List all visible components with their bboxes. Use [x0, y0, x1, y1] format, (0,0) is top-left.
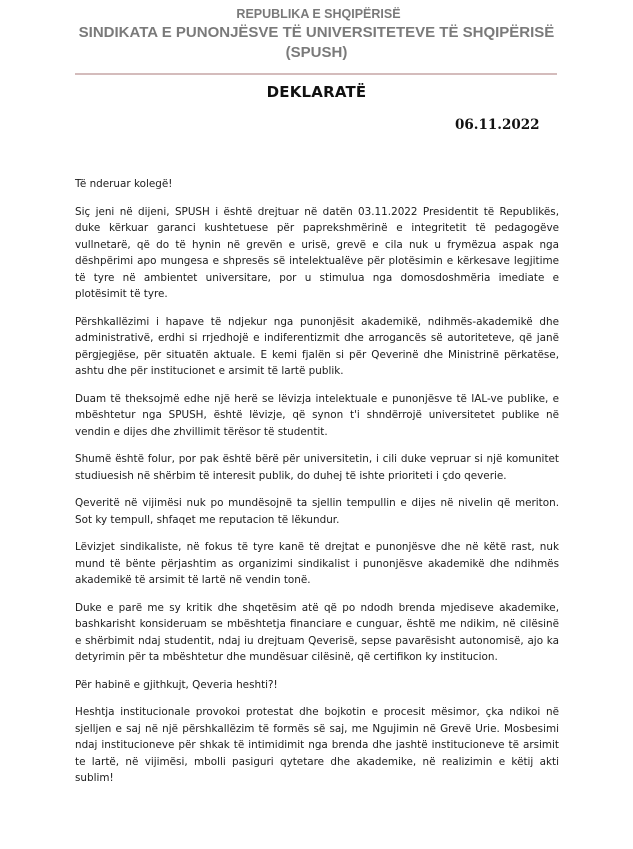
document-body: [75, 176, 559, 798]
paragraph: Heshtja institucionale provokoi protestat dhe bojkotin e procesit mësimor, çka ndikoi në sjelljen e saj në një përshkallëzim të formës së saj, me Ngujimin në Grevë Urie. Mosbesimi ndaj institucioneve për shkak të intimidimit nga brenda dhe jashtë institucioneve të arsimit te lartë, në vijimësi, mbolli pasiguri qytetare dhe akademike, në realizimin e këtij akti sublim!: [75, 706, 559, 784]
paragraph: Përshkallëzimi i hapave të ndjekur nga punonjësit akademikë, ndihmës-akademikë dhe administrativë, erdhi si rrjedhojë e indiferentizmit dhe arrogancës së autoriteteve, që janë përgjegjëse, për situatën aktuale. E kemi fjalën si për Qeverinë dhe Ministrinë përkatëse, ashtu dhe për institucionet e arsimit të lartë publik.: [75, 315, 559, 377]
organization-abbreviation: (SPUSH): [285, 44, 348, 61]
paragraph: Duam të theksojmë edhe një herë se lëvizja intelektuale e punonjësve të IAL-ve publike, e mbështetur nga SPUSH, është lëvizje, që synon t'i shndërrojë universitetet publike në vendin e dijes dhe zhvillimit tërësor të studentit.: [75, 392, 559, 438]
paragraph: Siç jeni në dijeni, SPUSH i është drejtuar në datën 03.11.2022 Presidentit të Republikës, duke kërkuar garanci kushtetuese për paprekshmërinë e integritetit të pedagogëve vullnetarë, që do të hynin në grevën e urisë, grevë e cila nuk u frymëzua aspak nga dëshpërimi apo mungesa e shpresës së intelektualëve për plotësimin e kërkesave legjitime të tyre në ambientet universitare, por u stimulua nga domosdoshmëria imediate e plotësimit të tyre.: [75, 205, 559, 300]
organization-name: SINDIKATA E PUNONJËSVE TË UNIVERSITETEVE TË SHQIPËRISË: [78, 24, 555, 41]
letterhead: [0, 6, 633, 63]
paragraph: Shumë është folur, por pak është bërë për universitetin, i cili duke vepruar si një komunitet studiuesish në shërbim të interesit publik, do duhej të ishte prioriteti i çdo qeverie.: [75, 453, 559, 482]
document-title: DEKLARATË: [266, 83, 367, 101]
greeting: Të nderuar kolegë!: [75, 178, 173, 190]
paragraph: Për habinë e gjithkujt, Qeveria heshti?!: [75, 678, 278, 691]
header-divider: [75, 73, 557, 75]
republic-name: REPUBLIKA E SHQIPËRISË: [236, 7, 401, 21]
paragraph: Qeveritë në vijimësi nuk po mundësojnë ta sjellin tempullin e dijes në nivelin që meriton. Sot ky tempull, shfaqet me reputacion të lëkundur.: [75, 497, 559, 526]
paragraph: Duke e parë me sy kritik dhe shqetësim atë që po ndodh brenda mjediseve akademike, bashkarisht konsideruam se mbështetja financiare e cunguar, është me ndikim, në cilësinë e shërbimit ndaj studentit, ndaj iu drejtuam Qeverisë, sepse pavarësisht autonomisë, ajo ka detyrimin për ta mbështetur dhe mundësuar cilësinë, që certifikon ky institucion.: [75, 601, 559, 663]
paragraph: Lëvizjet sindikaliste, në fokus të tyre kanë të drejtat e punonjësve dhe në këtë rast, nuk mund të bënte përjashtim as organizimi sindikalist i punonjësve akademikë dhe ndihmës akademikë të arsimit të lartë në vendin tonë.: [75, 541, 559, 586]
document-date: 06.11.2022: [455, 117, 540, 133]
